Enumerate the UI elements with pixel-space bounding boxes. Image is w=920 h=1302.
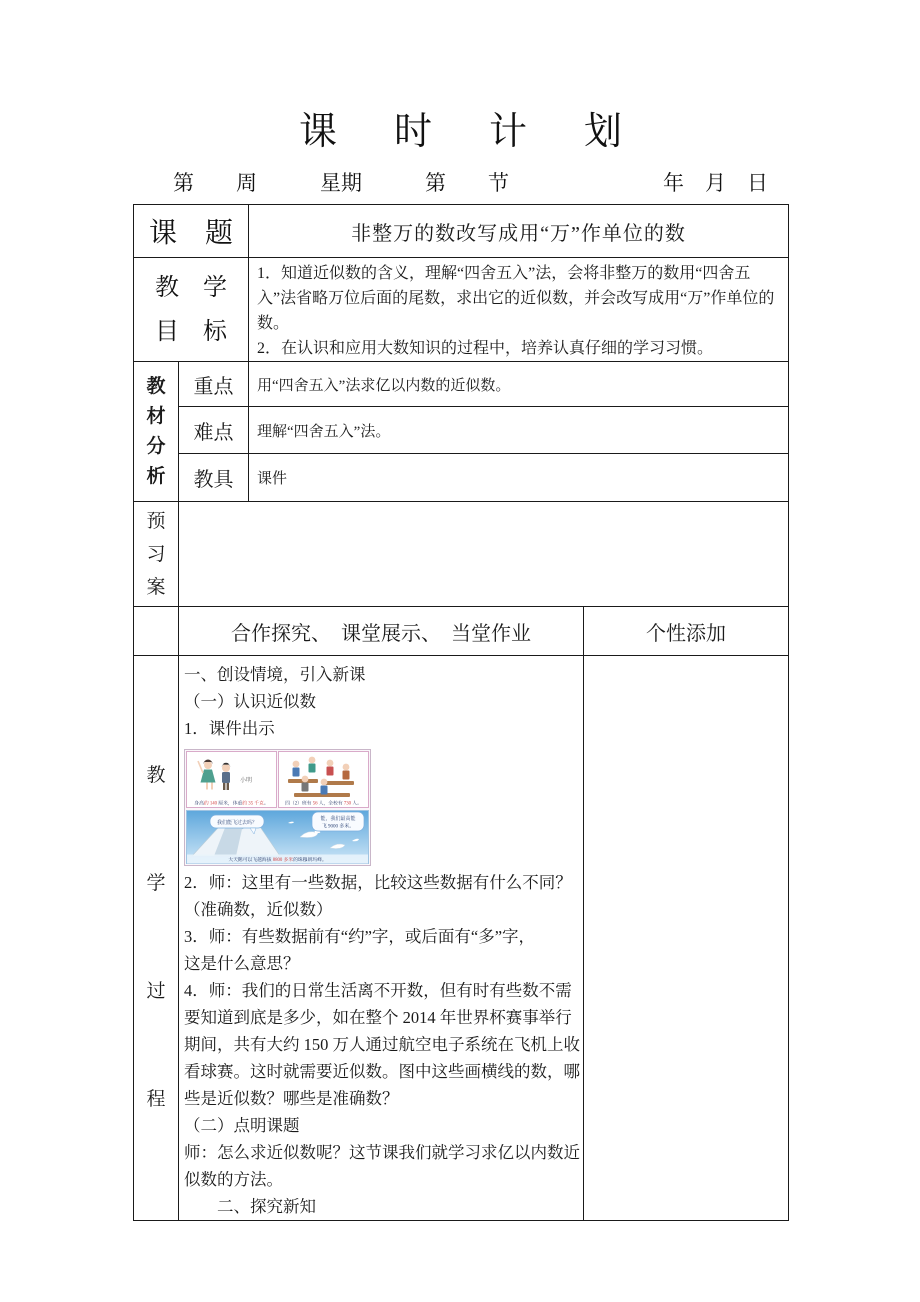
process-line: （二）点明课题 (184, 1116, 300, 1135)
difficulty-label: 难点 (179, 407, 249, 454)
bubble-right-line1: 能，我们最高能 (320, 817, 356, 822)
goal-item: 2．在认识和应用大数知识的过程中，培养认真仔细的学习习惯。 (257, 340, 714, 357)
topic-label: 课 题 (134, 205, 249, 258)
preview-row (134, 502, 789, 607)
section-header-row (134, 607, 789, 656)
mountain-swans-panel (187, 811, 369, 864)
goals-label-line2: 目 标 (155, 318, 227, 345)
goals-label-line1: 教 学 (155, 274, 227, 301)
bubble-right-line2: 飞 9000 多米。 (321, 824, 355, 830)
topic-row (134, 205, 789, 258)
goal-item: 1．知道近似数的含义，理解“四舍五入”法，会将非整万的数用“四舍五入”法省略万位后面的尾数，求出它的近似数，并会改写成用“万”作单位的数。 (257, 265, 775, 332)
header-corner-cell (134, 607, 179, 656)
process-line: 2．师：这里有一些数据，比较这些数据有什么不同？ (184, 873, 572, 892)
week-period-blanks: 第 周 星期 第 节 (173, 171, 509, 195)
process-line: 看球赛。这时就需要近似数。图中这些画横线的数，哪 (184, 1062, 580, 1081)
process-line: （准确数，近似数） (184, 900, 333, 919)
process-line: 3．师：有些数据前有“约”字，或后面有“多”字， (184, 927, 536, 946)
process-line: 些是近似数？哪些是准确数？ (184, 1089, 399, 1108)
goals-content (249, 258, 789, 362)
process-line: 似数的方法。 (184, 1170, 283, 1189)
process-line: 二、探究新知 (184, 1197, 316, 1216)
process-line: 期间，共有大约 150 万人通过航空电子系统在飞机上收 (184, 1035, 580, 1054)
teaching-aids-value: 课件 (249, 454, 789, 502)
bubble-left-text: 我们能飞过去吗？ (216, 820, 258, 826)
right-speech-bubble (312, 812, 364, 831)
process-line: 一、创设情境，引入新课 (184, 665, 366, 684)
height-weight-caption: 身高约 140 厘米，体重约 35 千克。 (194, 801, 269, 807)
preview-label: 预 习 案 (134, 502, 179, 607)
teaching-aids-row (134, 454, 789, 502)
class-size-caption: 四（2）班有 56 人，全校有 730 人。 (285, 801, 362, 807)
personal-additions-column (584, 656, 789, 1221)
lesson-plan-table (133, 204, 789, 1221)
goals-row (134, 258, 789, 362)
preview-content (179, 502, 789, 607)
difficulty-row (134, 407, 789, 454)
page-title: 课时计划 (298, 111, 679, 153)
process-line: 要知道到底是多少，如在整个 2014 年世界杯赛事举行 (184, 1008, 572, 1027)
teaching-process-content (179, 656, 584, 1221)
teaching-process-label: 教 学 过 程 (134, 656, 179, 1221)
teaching-aids-label: 教具 (179, 454, 249, 502)
process-line: 师：怎么求近似数呢？这节课我们就学习求亿以内数近 (184, 1143, 580, 1162)
key-point-label: 重点 (179, 362, 249, 407)
process-line: （一）认识近似数 (184, 692, 316, 711)
xiaoming-label: 小明 (240, 778, 253, 784)
teaching-process-row (134, 656, 789, 1221)
process-line: 这是什么意思？ (184, 954, 300, 973)
process-line: 1．课件出示 (184, 719, 275, 738)
courseware-illustration (184, 749, 371, 866)
difficulty-value: 理解“四舍五入”法。 (249, 407, 789, 454)
activities-header: 合作探究、 课堂展示、 当堂作业 (179, 607, 584, 656)
personal-additions-header: 个性添加 (584, 607, 789, 656)
goals-label (134, 258, 249, 362)
courseware-image (184, 749, 371, 866)
year-month-day-blanks: 年 月 日 (663, 171, 768, 195)
topic-value: 非整万的数改写成用“万”作单位的数 (249, 205, 789, 258)
date-line (133, 167, 788, 197)
material-analysis-label: 教 材 分 析 (134, 362, 179, 502)
swan-everest-caption: 大天鹅可以飞越海拔 8800 多米的珠穆朗玛峰。 (228, 858, 327, 863)
process-line: 4．师：我们的日常生活离不开数，但有时有些数不需 (184, 981, 572, 1000)
children-panel (187, 752, 277, 808)
key-point-value: 用“四舍五入”法求亿以内数的近似数。 (249, 362, 789, 407)
classroom-panel (279, 752, 369, 808)
key-point-row (134, 362, 789, 407)
